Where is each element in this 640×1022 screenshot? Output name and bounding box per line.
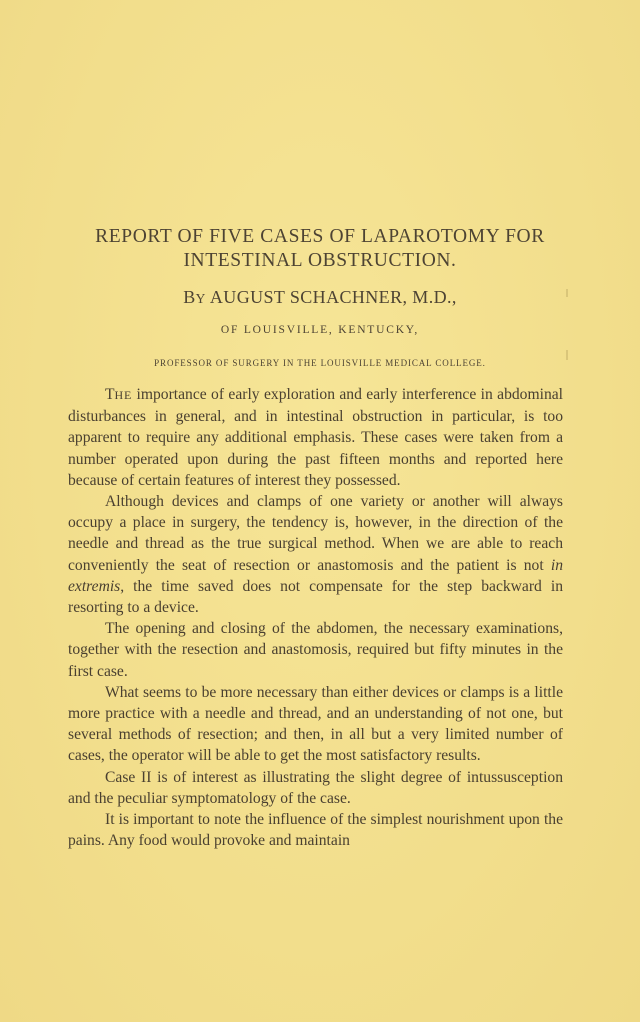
by-rest: Y <box>195 291 206 306</box>
p1-smallcaps: HE <box>114 388 133 402</box>
p2-text-before: Although devices and clamps of one variety or another will always occupy a place in surgery, the tendency is, however, in the direction of the needle and thread as the true surgical method. When we are able to reach conveniently the seat of resection or anastomosis and the patient is not <box>68 493 563 574</box>
title-line-1: REPORT OF FIVE CASES OF LAPAROTOMY FOR <box>95 226 545 247</box>
article-body <box>68 384 563 851</box>
author-line <box>40 287 600 308</box>
scan-speck <box>566 289 568 297</box>
author-place: OF LOUISVILLE, KENTUCKY, <box>220 324 420 336</box>
p2-text-after: , the time saved does not compensate for the step backward in resorting to a device. <box>68 577 563 617</box>
scan-speck <box>566 350 568 360</box>
p2-italic: in extremis <box>68 556 563 595</box>
paragraph-2 <box>68 491 563 618</box>
paragraph-4: What seems to be more necessary than either devices or clamps is a little more practice with a needle and thread, and an understanding of not one, but several methods of resection; and then, in all but a very limited number of cases, the operator will be able to get the most satisfactory results. <box>68 683 563 765</box>
author-affiliation: PROFESSOR OF SURGERY IN THE LOUISVILLE MEDICAL COLLEGE. <box>154 358 486 368</box>
title-line-2: INTESTINAL OBSTRUCTION. <box>183 250 457 271</box>
p1-text: importance of early exploration and early interference in abdominal disturbances in general, and in intestinal obstruction in particular, is too apparent to require any additional emphasis. These cases were taken from a number operated upon during the past fifteen months and reported here because of certain features of interest they possessed. <box>68 386 563 489</box>
paragraph-1 <box>68 384 563 491</box>
paragraph-6: It is important to note the influence of the simplest nourishment upon the pains. Any food would provoke and maintain <box>68 811 563 850</box>
paragraph-5: Case II is of interest as illustrating the slight degree of intussusception and the peculiar symptomatology of the case. <box>68 768 563 807</box>
author-name: AUGUST SCHACHNER, M.D., <box>209 287 457 307</box>
by-initial: B <box>183 287 196 307</box>
p1-initial: T <box>105 386 115 403</box>
paragraph-3: The opening and closing of the abdomen, the necessary examinations, together with the resection and anastomosis, required but fifty minutes in the first case. <box>68 620 563 680</box>
